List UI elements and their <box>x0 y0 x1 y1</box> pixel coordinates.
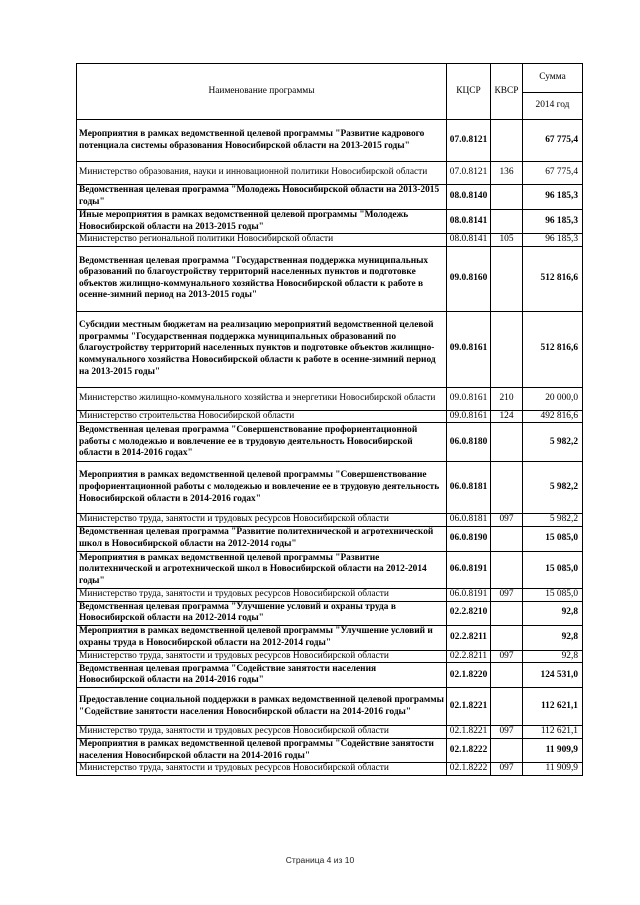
row-sum: 512 816,6 <box>523 246 583 311</box>
table-row <box>77 387 583 410</box>
row-name: Министерство труда, занятости и трудовых ресурсов Новосибирской области <box>77 514 447 527</box>
table-row <box>77 625 583 650</box>
row-kcsr: 09.0.8160 <box>447 246 491 311</box>
row-kvsr: 097 <box>491 588 523 601</box>
row-kcsr: 07.0.8121 <box>447 162 491 185</box>
row-kvsr <box>491 210 523 234</box>
row-kvsr <box>491 311 523 387</box>
row-sum: 5 982,2 <box>523 423 583 462</box>
row-kcsr: 06.0.8190 <box>447 526 491 551</box>
row-kcsr: 02.2.8211 <box>447 650 491 663</box>
table-row <box>77 210 583 234</box>
row-kcsr: 02.1.8221 <box>447 688 491 726</box>
row-kcsr: 06.0.8191 <box>447 588 491 601</box>
table-row <box>77 423 583 462</box>
row-name: Мероприятия в рамках ведомственной целевой программы "Развитие политехнической и агротехнической школ в Новосибирской области на 2012-2014 годы" <box>77 551 447 588</box>
row-kvsr <box>491 462 523 514</box>
row-kcsr: 09.0.8161 <box>447 387 491 410</box>
header-name: Наименование программы <box>77 64 447 120</box>
row-kcsr: 08.0.8141 <box>447 234 491 247</box>
table-row <box>77 410 583 423</box>
row-sum: 96 185,3 <box>523 210 583 234</box>
row-kvsr: 097 <box>491 650 523 663</box>
row-sum: 92,8 <box>523 650 583 663</box>
row-kvsr: 136 <box>491 162 523 185</box>
row-name: Субсидии местным бюджетам на реализацию мероприятий ведомственной целевой программы "Государственная поддержка муниципальных образований по благоустройству территорий населенных пунктов и подготовке объектов жилищно-коммунального хозяйства Новосибирской области к работе в осенне-зимний период на 2013-2015 годы" <box>77 311 447 387</box>
page-footer: Страница 4 из 10 <box>285 855 355 865</box>
row-kcsr: 06.0.8180 <box>447 423 491 462</box>
table-row <box>77 246 583 311</box>
row-name: Иные мероприятия в рамках ведомственной целевой программы "Молодежь Новосибирской области на 2013-2015 годы" <box>77 210 447 234</box>
row-name: Министерство образования, науки и инновационной политики Новосибирской области <box>77 162 447 185</box>
row-name: Ведомственная целевая программа "Государственная поддержка муниципальных образований по благоустройству территорий населенных пунктов и подготовке объектов жилищно-коммунального хозяйства Новосибирской области к работе в осенне-зимний период на 2013-2015 годы" <box>77 246 447 311</box>
row-name: Мероприятия в рамках ведомственной целевой программы "Развитие кадрового потенциала системы образования Новосибирской области на 2013-2015 годы" <box>77 120 447 162</box>
row-sum: 96 185,3 <box>523 185 583 210</box>
row-kcsr: 09.0.8161 <box>447 410 491 423</box>
table-row <box>77 462 583 514</box>
row-kvsr: 124 <box>491 410 523 423</box>
row-kvsr <box>491 601 523 625</box>
row-name: Ведомственная целевая программа "Содействие занятости населения Новосибирской области на 2014-2016 годы" <box>77 663 447 688</box>
table-body <box>77 120 583 776</box>
row-name: Министерство строительства Новосибирской области <box>77 410 447 423</box>
table-row <box>77 588 583 601</box>
row-sum: 512 816,6 <box>523 311 583 387</box>
row-sum: 15 085,0 <box>523 551 583 588</box>
table-row <box>77 738 583 762</box>
row-kcsr: 02.2.8210 <box>447 601 491 625</box>
row-sum: 96 185,3 <box>523 234 583 247</box>
row-sum: 5 982,2 <box>523 514 583 527</box>
row-kvsr <box>491 423 523 462</box>
header-sum: Сумма <box>523 64 583 93</box>
row-kcsr: 08.0.8141 <box>447 210 491 234</box>
row-kvsr: 097 <box>491 763 523 776</box>
row-sum: 112 621,1 <box>523 688 583 726</box>
table-row <box>77 688 583 726</box>
table-row <box>77 551 583 588</box>
budget-table <box>76 63 583 776</box>
row-sum: 20 000,0 <box>523 387 583 410</box>
row-kcsr: 06.0.8191 <box>447 551 491 588</box>
row-name: Министерство труда, занятости и трудовых ресурсов Новосибирской области <box>77 650 447 663</box>
row-name: Мероприятия в рамках ведомственной целевой программы "Содействие занятости населения Новосибирской области на 2014-2016 годы" <box>77 738 447 762</box>
row-kcsr: 07.0.8121 <box>447 120 491 162</box>
row-name: Министерство региональной политики Новосибирской области <box>77 234 447 247</box>
row-kcsr: 06.0.8181 <box>447 462 491 514</box>
row-sum: 92,8 <box>523 601 583 625</box>
table-row <box>77 663 583 688</box>
row-kvsr: 097 <box>491 514 523 527</box>
row-sum: 15 085,0 <box>523 526 583 551</box>
row-name: Ведомственная целевая программа "Совершенствование профориентационной работы с молодежью и вовлечение ее в трудовую деятельность Новосибирской области в 2014-2016 годах" <box>77 423 447 462</box>
table-row <box>77 234 583 247</box>
row-sum: 5 982,2 <box>523 462 583 514</box>
table-row <box>77 650 583 663</box>
row-name: Министерство жилищно-коммунального хозяйства и энергетики Новосибирской области <box>77 387 447 410</box>
row-sum: 11 909,9 <box>523 763 583 776</box>
table-row <box>77 601 583 625</box>
row-sum: 15 085,0 <box>523 588 583 601</box>
row-sum: 112 621,1 <box>523 726 583 739</box>
row-kcsr: 06.0.8181 <box>447 514 491 527</box>
row-kcsr: 09.0.8161 <box>447 311 491 387</box>
row-kvsr <box>491 738 523 762</box>
row-name: Ведомственная целевая программа "Молодежь Новосибирской области на 2013-2015 годы" <box>77 185 447 210</box>
row-kcsr: 02.1.8222 <box>447 738 491 762</box>
row-kcsr: 02.1.8222 <box>447 763 491 776</box>
row-sum: 67 775,4 <box>523 120 583 162</box>
row-name: Ведомственная целевая программа "Улучшение условий и охраны труда в Новосибирской области на 2012-2014 годы" <box>77 601 447 625</box>
row-kvsr: 097 <box>491 726 523 739</box>
header-kcsr: КЦСР <box>447 64 491 120</box>
row-name: Мероприятия в рамках ведомственной целевой программы "Совершенствование профориентационной работы с молодежью и вовлечение ее в трудовую деятельность Новосибирской области в 2014-2016 годах" <box>77 462 447 514</box>
row-name: Министерство труда, занятости и трудовых ресурсов Новосибирской области <box>77 588 447 601</box>
row-kcsr: 08.0.8140 <box>447 185 491 210</box>
row-sum: 67 775,4 <box>523 162 583 185</box>
row-sum: 492 816,6 <box>523 410 583 423</box>
row-name: Ведомственная целевая программа "Развитие политехнической и агротехнической школ в Новосибирской области на 2012-2014 годы" <box>77 526 447 551</box>
row-kcsr: 02.2.8211 <box>447 625 491 650</box>
table-row <box>77 763 583 776</box>
row-kvsr: 105 <box>491 234 523 247</box>
row-kvsr <box>491 688 523 726</box>
row-sum: 124 531,0 <box>523 663 583 688</box>
row-kvsr <box>491 246 523 311</box>
table-row <box>77 185 583 210</box>
row-kcsr: 02.1.8220 <box>447 663 491 688</box>
header-year: 2014 год <box>523 93 583 120</box>
table-row <box>77 162 583 185</box>
row-kcsr: 02.1.8221 <box>447 726 491 739</box>
row-kvsr <box>491 185 523 210</box>
row-kvsr <box>491 663 523 688</box>
row-name: Министерство труда, занятости и трудовых ресурсов Новосибирской области <box>77 763 447 776</box>
row-kvsr <box>491 526 523 551</box>
row-name: Мероприятия в рамках ведомственной целевой программы "Улучшение условий и охраны труда в Новосибирской области на 2012-2014 годы" <box>77 625 447 650</box>
header-kvsr: КВСР <box>491 64 523 120</box>
table-row <box>77 526 583 551</box>
row-kvsr <box>491 551 523 588</box>
row-sum: 92,8 <box>523 625 583 650</box>
row-name: Предоставление социальной поддержки в рамках ведомственной целевой программы "Содействие занятости населения Новосибирской области на 2014-2016 годы" <box>77 688 447 726</box>
table-row <box>77 120 583 162</box>
row-name: Министерство труда, занятости и трудовых ресурсов Новосибирской области <box>77 726 447 739</box>
row-sum: 11 909,9 <box>523 738 583 762</box>
table-row <box>77 514 583 527</box>
row-kvsr <box>491 625 523 650</box>
table-row <box>77 311 583 387</box>
table-row <box>77 726 583 739</box>
row-kvsr <box>491 120 523 162</box>
row-kvsr: 210 <box>491 387 523 410</box>
